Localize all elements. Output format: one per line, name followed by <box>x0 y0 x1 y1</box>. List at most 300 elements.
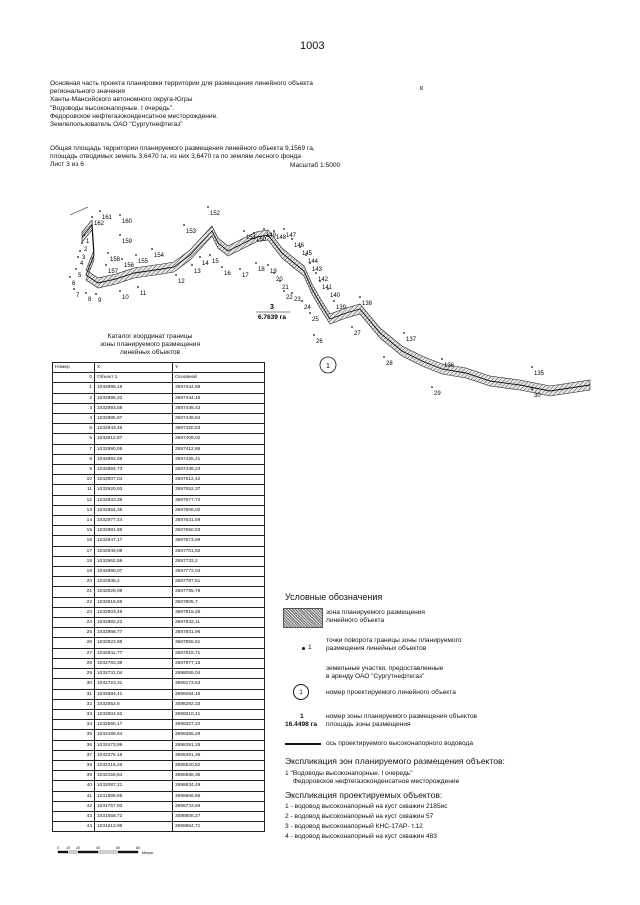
table-cell: 1032087,21 <box>95 781 173 791</box>
point-label: 136 <box>444 363 455 369</box>
point-label: 159 <box>122 239 133 245</box>
table-cell: 1032684,41 <box>95 689 173 699</box>
table-cell: 7 <box>53 444 95 454</box>
axis-line-symbol <box>285 743 321 745</box>
point-label: 141 <box>322 285 333 291</box>
objects-item: 1 - водовод высоконапорный на куст скважин 2185ис <box>285 803 448 810</box>
table-cell: 3598864,71 <box>173 822 265 832</box>
table-row <box>53 679 265 689</box>
table-cell: 1032993,56 <box>95 403 173 413</box>
turn-point <box>333 300 335 302</box>
table-cell: 3597772,04 <box>173 567 265 577</box>
point-label: 12 <box>178 279 185 285</box>
table-row <box>53 556 265 566</box>
turn-point <box>81 242 83 244</box>
table-cell: 20 <box>53 577 95 587</box>
zone-number-symbol: 1 <box>300 713 304 720</box>
zone-area-symbol: 16.4498 га <box>285 721 318 728</box>
point-label: 22 <box>286 295 293 301</box>
table-cell: 3597444,45 <box>173 393 265 403</box>
legend-text: земельные участки, предоставленные <box>326 665 444 672</box>
table-cell: 3597841,96 <box>173 628 265 638</box>
header-line: "Водоводы высоконапорные. I очередь". <box>50 104 174 112</box>
table-cell: 1032723,31 <box>95 679 173 689</box>
point-label: 9 <box>98 298 102 304</box>
turn-point <box>151 248 153 250</box>
point-label: 146 <box>294 243 305 249</box>
point-label: 17 <box>242 273 249 279</box>
table-cell: 1031658,72 <box>95 811 173 821</box>
table-cell: 24 <box>53 618 95 628</box>
table-cell: 42 <box>53 801 95 811</box>
point-label: 20 <box>276 277 283 283</box>
table-cell: 9 <box>53 465 95 475</box>
table-row <box>53 516 265 526</box>
table-row <box>53 505 265 515</box>
legend-item <box>326 740 473 748</box>
zone-area: 6.7639 га <box>257 314 287 321</box>
table-cell: 3597733,2 <box>173 556 265 566</box>
turn-point <box>183 224 185 226</box>
table-cell: 1032938,4 <box>95 577 173 587</box>
point-label: 4 <box>80 261 84 267</box>
table-cell: Основной <box>173 373 265 383</box>
turn-point <box>403 332 405 334</box>
scale-tick-label: 40 <box>96 846 100 850</box>
point-label: 8 <box>88 297 92 303</box>
turn-point <box>431 386 433 388</box>
point-label: 11 <box>140 291 147 297</box>
point-label: 27 <box>354 331 361 337</box>
table-cell: 1032981,86 <box>95 526 173 536</box>
point-label: 29 <box>434 391 441 397</box>
turn-point <box>99 210 101 212</box>
turn-point <box>69 276 71 278</box>
table-cell: 3597420,53 <box>173 424 265 434</box>
scale-tick-label: 60 <box>116 846 120 850</box>
table-cell: 1032783,38 <box>95 658 173 668</box>
table-row <box>53 618 265 628</box>
point-label: 152 <box>210 211 221 217</box>
column-header: Номер <box>53 363 95 373</box>
table-cell: 1032473,99 <box>95 740 173 750</box>
turn-point <box>255 262 257 264</box>
table-cell: 0 <box>53 373 95 383</box>
turn-point <box>273 230 275 232</box>
table-row <box>53 383 265 393</box>
table-cell: 26 <box>53 638 95 648</box>
table-cell: 3597650,63 <box>173 526 265 536</box>
table-cell: 25 <box>53 628 95 638</box>
table-cell: 3598743,96 <box>173 801 265 811</box>
legend-text: точки поворота границы зоны планируемого <box>326 637 462 644</box>
turn-point <box>291 292 293 294</box>
table-cell: 6 <box>53 434 95 444</box>
table-cell: 3597855,51 <box>173 638 265 648</box>
objects-item: 3 - водовод высоконапорный КНС-17АР- т.12 <box>285 823 423 830</box>
table-row <box>53 567 265 577</box>
turn-point <box>191 264 193 266</box>
table-row <box>53 709 265 719</box>
table-cell: 1032892,66 <box>95 454 173 464</box>
table-cell: 3 <box>53 403 95 413</box>
table-row <box>53 587 265 597</box>
objects-title: Экспликация проектируемых объектов: <box>285 790 443 800</box>
table-cell: 1031613,96 <box>95 822 173 832</box>
turn-point <box>119 234 121 236</box>
area-line: площадь отводимых земель 3,6470 га, из них 3,6470 га по землям лесного фонда <box>50 153 301 161</box>
point-label: 10 <box>122 295 129 301</box>
point-label: 145 <box>302 251 313 257</box>
table-cell: 1032920,93 <box>95 485 173 495</box>
catalog-title-line: линейных объектов <box>119 349 181 356</box>
table-cell: 3598173,53 <box>173 679 265 689</box>
table-row <box>53 750 265 760</box>
table-cell: 34 <box>53 720 95 730</box>
table-cell: 1032903,49 <box>95 607 173 617</box>
turn-point <box>137 286 139 288</box>
table-cell: 3598055,04 <box>173 669 265 679</box>
table-cell: 3597552,37 <box>173 485 265 495</box>
turn-point <box>243 230 245 232</box>
sheet-label: Лист 3 из 6 <box>50 161 84 169</box>
point-label: 28 <box>386 361 393 367</box>
table-cell: 21 <box>53 587 95 597</box>
table-row <box>53 699 265 709</box>
scale-bar <box>58 845 158 859</box>
turn-point-symbol <box>302 647 305 650</box>
table-row <box>53 434 265 444</box>
turn-point <box>283 228 285 230</box>
legend-text: 1 <box>299 688 303 696</box>
turn-point <box>121 258 123 260</box>
point-label: 15 <box>212 259 219 265</box>
table-cell: 2 <box>53 393 95 403</box>
table-cell: 22 <box>53 597 95 607</box>
table-cell: Объект 1 <box>95 373 173 383</box>
turn-point <box>79 250 81 252</box>
point-label: 147 <box>286 233 297 239</box>
table-cell: 36 <box>53 740 95 750</box>
table-cell: 3598520,82 <box>173 760 265 770</box>
turn-point <box>301 300 303 302</box>
legend-item <box>326 713 477 729</box>
table-cell: 44 <box>53 822 95 832</box>
table-row <box>53 669 265 679</box>
corner-mark: к <box>420 85 424 92</box>
header-line: Землепользователь ОАО "Сургутнефтегаз" <box>50 121 183 129</box>
table-cell: 3597977,16 <box>173 658 265 668</box>
table-row <box>53 801 265 811</box>
table-cell: 1032560,17 <box>95 720 173 730</box>
table-row <box>53 720 265 730</box>
table-row <box>53 648 265 658</box>
turn-point <box>263 228 265 230</box>
table-cell: 3597412,86 <box>173 444 265 454</box>
turn-point <box>199 256 201 258</box>
table-row <box>53 373 265 383</box>
turn-point <box>239 268 241 270</box>
table-cell: 33 <box>53 709 95 719</box>
table-cell: 23 <box>53 607 95 617</box>
table-cell: 3598264,45 <box>173 689 265 699</box>
table-cell: 1031767,93 <box>95 801 173 811</box>
turn-point <box>85 292 87 294</box>
table-cell: 1032954,35 <box>95 505 173 515</box>
point-label: 161 <box>102 215 113 221</box>
table-cell: 3597577,72 <box>173 495 265 505</box>
table-cell: 3598327,22 <box>173 720 265 730</box>
turn-point <box>531 388 533 390</box>
point-label: 155 <box>138 259 149 265</box>
table-cell: 10 <box>53 475 95 485</box>
table-cell: 28 <box>53 658 95 668</box>
table-row <box>53 465 265 475</box>
table-cell: 27 <box>53 648 95 658</box>
table-cell: 39 <box>53 771 95 781</box>
point-label: 154 <box>154 253 165 259</box>
turn-point <box>351 326 353 328</box>
table-cell: 3598391,25 <box>173 740 265 750</box>
column-header: Y <box>173 363 265 373</box>
table-row <box>53 485 265 495</box>
scale-tick-label: 0 <box>57 846 59 850</box>
turn-point <box>91 216 93 218</box>
scale-tick-label: 20 <box>76 846 80 850</box>
project-header <box>50 80 410 129</box>
turn-point-label: 1 <box>308 644 312 651</box>
turn-point <box>267 264 269 266</box>
table-row <box>53 414 265 424</box>
scale-label: Масштаб 1:5000 <box>290 162 341 169</box>
table-cell: 3598292,33 <box>173 699 265 709</box>
legend-text: номер зоны планируемого размещения объектов <box>326 713 478 720</box>
table-row <box>53 393 265 403</box>
table-cell: 3597438,23 <box>173 465 265 475</box>
turn-point <box>253 232 255 234</box>
table-cell: 1032890,05 <box>95 444 173 454</box>
table-cell: 1032841,77 <box>95 648 173 658</box>
point-label: 19 <box>270 269 277 275</box>
legend-text: линейного объекта <box>326 617 385 625</box>
objects-item: 4 - водовод высоконапорный на куст скважин 483 <box>285 833 437 840</box>
point-label: 144 <box>308 259 319 265</box>
table-row <box>53 689 265 699</box>
point-label: 140 <box>330 293 341 299</box>
zones-item: Федоровское нефтегазоконденсатное месторождение <box>293 778 460 785</box>
table-cell: 1032731,04 <box>95 669 173 679</box>
area-line: Общая площадь территории планируемого размещения линейного объекта 9,1569 га, <box>50 145 315 152</box>
table-row <box>53 546 265 556</box>
point-label: 135 <box>534 371 545 377</box>
catalog-title <box>85 333 215 357</box>
turn-point <box>75 268 77 270</box>
table-row <box>53 628 265 638</box>
scale-unit: Метры <box>142 851 154 855</box>
table-cell: 11 <box>53 485 95 495</box>
scale-tick-label: 10 <box>66 846 70 850</box>
legend-text: номер проектируемого линейного объекта <box>326 689 456 696</box>
catalog-title-line: зоны планируемого размещения <box>99 341 201 348</box>
table-cell: 19 <box>53 567 95 577</box>
header-line: регионального значения <box>50 88 125 96</box>
table-cell: 17 <box>53 546 95 556</box>
point-label: 149 <box>266 233 277 239</box>
table-cell: 1032499,64 <box>95 730 173 740</box>
table-cell: 1032928,08 <box>95 587 173 597</box>
point-label: 150 <box>256 237 267 243</box>
legend-item <box>326 609 425 625</box>
table-cell: 3597673,89 <box>173 536 265 546</box>
legend-text: размещения линейных объектов <box>326 645 427 653</box>
point-label: 160 <box>122 219 133 225</box>
table-row <box>53 740 265 750</box>
point-label: 5 <box>78 273 82 279</box>
table-row <box>53 760 265 770</box>
table-row <box>53 495 265 505</box>
legend-title: Условные обозначения <box>285 592 383 602</box>
point-label: 162 <box>94 221 105 227</box>
zones-title: Экспликация зон планируемого размещения объектов: <box>285 756 505 766</box>
table-cell: 1032996,32 <box>95 393 173 403</box>
zones-item: 1 "Водоводы высоконапорные. I очередь" <box>285 770 413 777</box>
table-cell: 1032985,87 <box>95 414 173 424</box>
table-cell: 29 <box>53 669 95 679</box>
point-label: 21 <box>282 285 289 291</box>
turn-point <box>95 293 97 295</box>
table-cell: 1032962,59 <box>95 556 173 566</box>
table-cell: 3597795,79 <box>173 587 265 597</box>
table-cell: 3598666,85 <box>173 791 265 801</box>
table-cell: 1032915,56 <box>95 597 173 607</box>
turn-point <box>175 274 177 276</box>
table-cell: 1 <box>53 383 95 393</box>
north-tick <box>70 207 88 215</box>
table-cell: 13 <box>53 505 95 515</box>
table-row <box>53 771 265 781</box>
legend-item <box>326 689 456 697</box>
table-cell: 1032604,62 <box>95 709 173 719</box>
coordinates-table <box>52 362 265 832</box>
legend-item <box>326 637 462 653</box>
turn-point <box>383 356 385 358</box>
table-cell: 1032907,04 <box>95 475 173 485</box>
point-label: 18 <box>258 267 265 273</box>
point-label: 30 <box>534 393 541 399</box>
table-row <box>53 781 265 791</box>
turn-point <box>77 256 79 258</box>
turn-point <box>313 334 315 336</box>
turn-point <box>207 206 209 208</box>
point-label: 13 <box>194 269 201 275</box>
table-cell: 3597915,71 <box>173 648 265 658</box>
point-label: 23 <box>294 297 301 303</box>
table-cell: 3597448,84 <box>173 414 265 424</box>
table-cell: 16 <box>53 536 95 546</box>
page-number: 1003 <box>300 40 325 52</box>
table-cell: 40 <box>53 781 95 791</box>
table-cell: 3597805,7 <box>173 597 265 607</box>
table-cell: 1032159,84 <box>95 771 173 781</box>
table-cell: 43 <box>53 811 95 821</box>
table-row <box>53 791 265 801</box>
table-cell: 3597608,02 <box>173 505 265 515</box>
table-cell: 4 <box>53 414 95 424</box>
point-label: 25 <box>312 317 319 323</box>
table-cell: 1032868,77 <box>95 628 173 638</box>
point-label: 16 <box>224 271 231 277</box>
table-cell: 1032375,16 <box>95 750 173 760</box>
table-cell: 1032912,87 <box>95 434 173 444</box>
turn-point <box>531 366 533 368</box>
table-cell: 1032823,98 <box>95 638 173 648</box>
turn-point <box>107 252 109 254</box>
table-cell: 3597701,92 <box>173 546 265 556</box>
point-label: 158 <box>110 257 121 263</box>
table-row <box>53 424 265 434</box>
point-label: 156 <box>124 263 135 269</box>
object-number-symbol <box>293 684 309 700</box>
point-label: 148 <box>276 235 287 241</box>
table-cell: 3597815,25 <box>173 607 265 617</box>
point-label: 26 <box>316 339 323 345</box>
table-cell: 37 <box>53 750 95 760</box>
turn-point <box>105 264 107 266</box>
table-cell: 38 <box>53 760 95 770</box>
objects-item: 2 - водовод высоконапорный на куст скважин 57 <box>285 813 434 820</box>
table-row <box>53 454 265 464</box>
table-cell: 3598808,27 <box>173 811 265 821</box>
table-row <box>53 607 265 617</box>
table-cell: 3597832,11 <box>173 618 265 628</box>
catalog-title-line: Каталог координат границы <box>107 333 193 340</box>
table-cell: 8 <box>53 454 95 464</box>
scale-tick-label: 80 <box>136 846 140 850</box>
turn-point <box>119 214 121 216</box>
legend-text: ось проектируемого высоконапорного водовода <box>326 740 474 747</box>
zone-swatch <box>283 608 323 628</box>
legend-item <box>326 665 443 681</box>
table-cell: 3597641,59 <box>173 516 265 526</box>
turn-point <box>359 296 361 298</box>
table-cell: 3597444,68 <box>173 383 265 393</box>
table-cell: 31 <box>53 689 95 699</box>
column-header: X <box>95 363 173 373</box>
point-label: 143 <box>312 267 323 273</box>
table-row <box>53 811 265 821</box>
table-row <box>53 536 265 546</box>
table-cell: 3598310,41 <box>173 709 265 719</box>
legend-text: зона планируемого размещения <box>326 609 426 616</box>
table-cell: 1031898,85 <box>95 791 173 801</box>
legend-text: площадь зоны размещения <box>326 721 411 729</box>
point-label: 24 <box>304 305 311 311</box>
table-row <box>53 444 265 454</box>
point-label: 7 <box>76 293 80 299</box>
point-label: 14 <box>202 261 209 267</box>
table-cell: 1032933,39 <box>95 495 173 505</box>
zone-number: 3 <box>270 304 274 311</box>
table-row <box>53 475 265 485</box>
header-line: Основная часть проекта планировки территории для размещения линейного объекта <box>50 80 313 87</box>
point-label: 139 <box>336 305 347 311</box>
table-cell: 1032894,73 <box>95 465 173 475</box>
table-cell: 3598491,35 <box>173 750 265 760</box>
point-label: 138 <box>362 301 373 307</box>
table-cell: 1032882,22 <box>95 618 173 628</box>
object-number: 1 <box>326 363 330 370</box>
table-row <box>53 526 265 536</box>
